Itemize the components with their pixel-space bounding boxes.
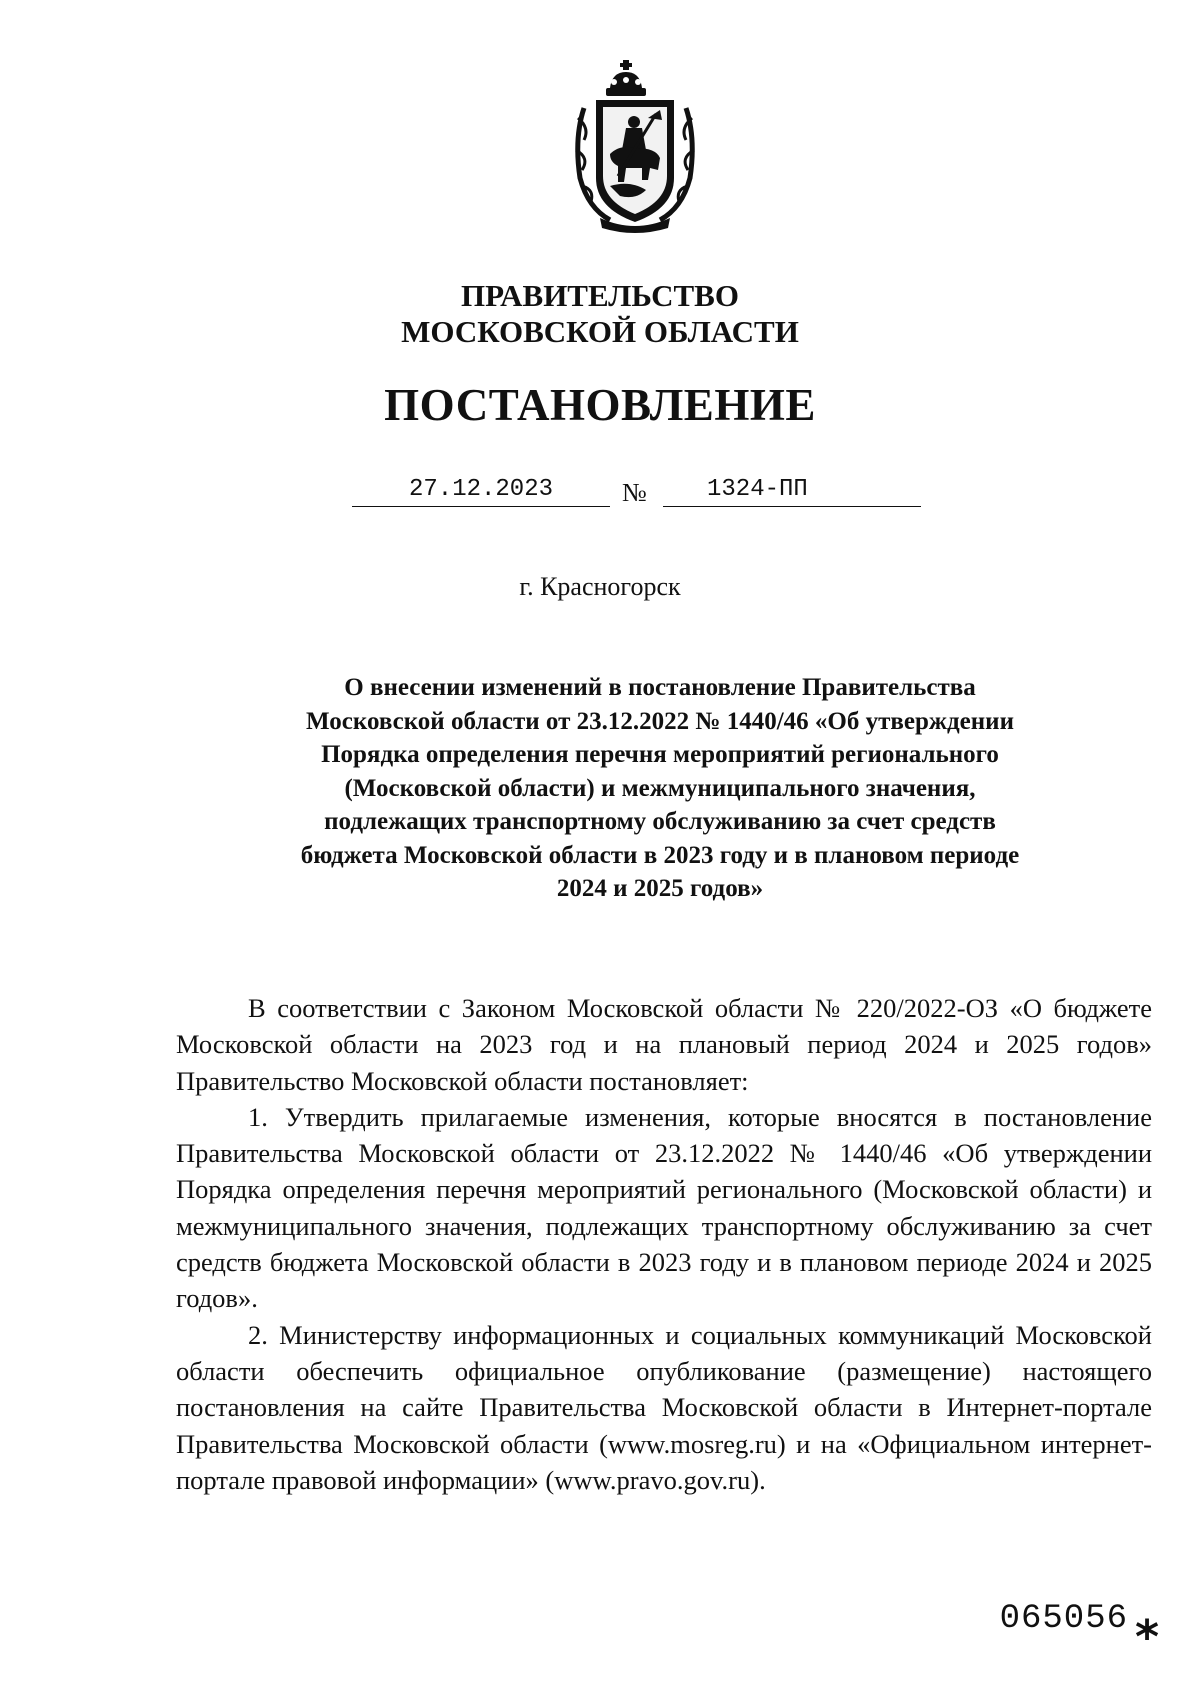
- subject-line: 2024 и 2025 годов»: [556, 875, 764, 902]
- government-title-line-1: ПРАВИТЕЛЬСТВО: [461, 278, 739, 313]
- document-city: г. Красногорск: [519, 572, 681, 601]
- government-title-line-2: МОСКОВСКОЙ ОБЛАСТИ: [401, 314, 799, 349]
- subject-line: подлежащих транспортному обслуживанию за счет средств: [324, 808, 996, 835]
- body-paragraph: 1. Утвердить прилагаемые изменения, которые вносятся в постановление Правительства Московской области от 23.12.2022 № 1440/46 «Об утверждении Порядка определения перечня мероприятий регионального (Московской области) и межмуниципального значения, подлежащих транспортному обслуживанию за счет средств бюджета Московской области в 2023 году и в плановом периоде 2024 и 2025 годов».: [176, 1101, 1152, 1314]
- subject-line: Порядка определения перечня мероприятий регионального: [321, 741, 999, 768]
- government-title: [0, 278, 1200, 350]
- document-date: 27.12.2023: [352, 476, 610, 507]
- document-subject: [240, 671, 1080, 906]
- subject-line: О внесении изменений в постановление Правительства: [344, 674, 976, 701]
- document-number-field: [663, 476, 921, 507]
- number-sign: №: [622, 478, 647, 507]
- coat-of-arms-icon: [570, 58, 700, 233]
- document-type: ПОСТАНОВЛЕНИЕ: [384, 380, 816, 430]
- asterisk-mark: *: [1135, 1610, 1160, 1664]
- serial-number: 065056: [999, 1600, 1128, 1638]
- subject-line: (Московской области) и межмуниципального значения,: [344, 774, 976, 802]
- subject-line: бюджета Московской области в 2023 году и в плановом периоде: [300, 841, 1020, 869]
- body-paragraph: 2. Министерству информационных и социальных коммуникаций Московской области обеспечить официальное опубликование (размещение) настоящего постановления на сайте Правительства Московской области в Интернет-портале Правительства Московской области (www.mosreg.ru) и на «Официальном интернет-портале правовой информации» (www.pravo.gov.ru).: [176, 1319, 1152, 1495]
- document-body: [176, 990, 1152, 1498]
- body-paragraph: В соответствии с Законом Московской области № 220/2022-ОЗ «О бюджете Московской области на 2023 год и на плановый период 2024 и 2025 годов» Правительство Московской области постановляет:: [176, 993, 1152, 1096]
- document-number: 1324-ПП: [707, 476, 808, 503]
- subject-line: Московской области от 23.12.2022 № 1440/46 «Об утверждении: [306, 707, 1014, 735]
